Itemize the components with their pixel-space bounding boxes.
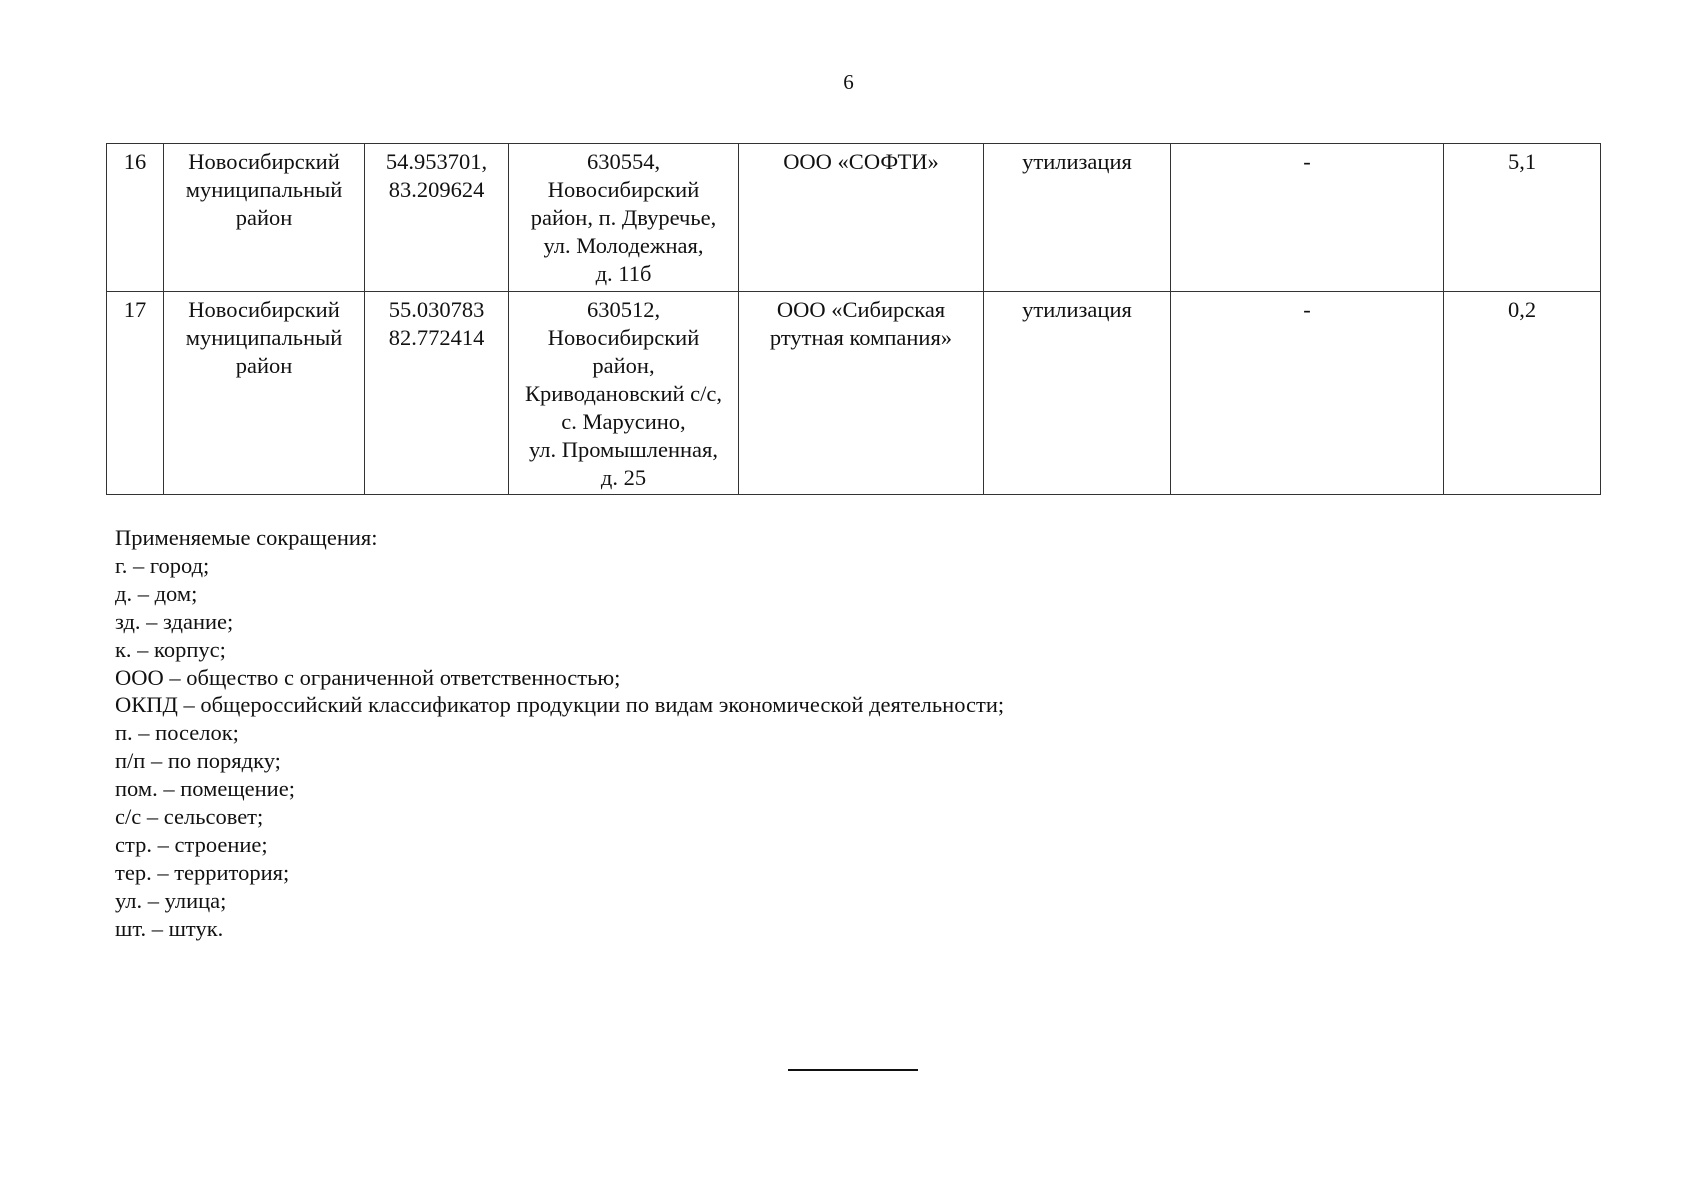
page-number: 6 bbox=[843, 70, 854, 94]
district-line: район bbox=[235, 205, 293, 230]
abbreviation-item: ООО – общество с ограниченной ответственностью; bbox=[115, 664, 621, 690]
address-line: район, п. Двуречье, bbox=[530, 205, 717, 230]
amount-cell bbox=[1444, 144, 1601, 292]
row-number-cell bbox=[107, 144, 164, 292]
address-line: ул. Промышленная, bbox=[529, 437, 718, 462]
organization-line: ртутная компания» bbox=[769, 325, 953, 350]
activity-cell bbox=[984, 292, 1171, 495]
amount-cell bbox=[1444, 292, 1601, 495]
amount-value: 5,1 bbox=[1507, 149, 1537, 174]
row-number: 16 bbox=[123, 149, 147, 174]
address-line: с. Марусино, bbox=[561, 409, 686, 434]
activity-text: утилизация bbox=[1022, 149, 1132, 174]
address-line: ул. Молодежная, bbox=[543, 233, 704, 258]
abbreviation-item: ОКПД – общероссийский классификатор продукции по видам экономической деятельности; bbox=[115, 692, 1005, 718]
abbreviation-item: зд. – здание; bbox=[115, 608, 234, 634]
abbreviation-item: п. – поселок; bbox=[115, 720, 239, 746]
district-line: муниципальный bbox=[185, 177, 343, 202]
abbreviation-item: шт. – штук. bbox=[115, 915, 224, 941]
district-line: Новосибирский bbox=[188, 297, 340, 322]
abbreviation-item: д. – дом; bbox=[115, 580, 198, 606]
table-row bbox=[107, 144, 1601, 292]
abbreviation-item: г. – город; bbox=[115, 552, 210, 578]
coordinates-line: 55.030783 bbox=[388, 297, 485, 322]
registry-table bbox=[106, 143, 1601, 495]
abbreviation-item: стр. – строение; bbox=[115, 831, 268, 857]
abbreviation-item: ул. – улица; bbox=[115, 887, 227, 913]
address-cell bbox=[509, 292, 739, 495]
abbreviations-list bbox=[115, 524, 1004, 943]
coordinates-cell bbox=[365, 292, 509, 495]
abbreviation-item: к. – корпус; bbox=[115, 636, 226, 662]
note-text: - bbox=[1303, 297, 1311, 322]
abbreviation-item: с/с – сельсовет; bbox=[115, 804, 264, 830]
address-line: 630554, bbox=[586, 149, 661, 174]
activity-text: утилизация bbox=[1022, 297, 1132, 322]
coordinates-line: 82.772414 bbox=[388, 325, 485, 350]
organization-cell bbox=[739, 144, 984, 292]
amount-value: 0,2 bbox=[1507, 297, 1537, 322]
address-cell bbox=[509, 144, 739, 292]
abbreviation-item: п/п – по порядку; bbox=[115, 748, 281, 774]
address-line: д. 25 bbox=[600, 465, 647, 490]
address-line: Новосибирский bbox=[547, 177, 700, 202]
district-cell bbox=[164, 292, 365, 495]
address-line: 630512, bbox=[586, 297, 661, 322]
organization-line: ООО «СОФТИ» bbox=[783, 149, 939, 174]
district-line: район bbox=[235, 353, 293, 378]
abbreviations-heading: Применяемые сокращения: bbox=[115, 525, 378, 550]
end-of-document-rule bbox=[788, 1069, 918, 1071]
activity-cell bbox=[984, 144, 1171, 292]
district-line: Новосибирский bbox=[188, 149, 340, 174]
organization-cell bbox=[739, 292, 984, 495]
address-line: район, bbox=[592, 353, 655, 378]
coordinates-line: 54.953701, bbox=[385, 149, 488, 174]
row-number-cell bbox=[107, 292, 164, 495]
table-row bbox=[107, 292, 1601, 495]
note-cell bbox=[1171, 292, 1444, 495]
note-cell bbox=[1171, 144, 1444, 292]
coordinates-line: 83.209624 bbox=[388, 177, 485, 202]
row-number: 17 bbox=[123, 297, 147, 322]
abbreviation-item: пом. – помещение; bbox=[115, 776, 295, 802]
district-cell bbox=[164, 144, 365, 292]
abbreviation-item: тер. – территория; bbox=[115, 859, 290, 885]
address-line: Криводановский с/с, bbox=[524, 381, 723, 406]
coordinates-cell bbox=[365, 144, 509, 292]
address-line: Новосибирский bbox=[547, 325, 700, 350]
district-line: муниципальный bbox=[185, 325, 343, 350]
address-line: д. 11б bbox=[595, 261, 652, 286]
organization-line: ООО «Сибирская bbox=[776, 297, 946, 322]
note-text: - bbox=[1303, 149, 1311, 174]
